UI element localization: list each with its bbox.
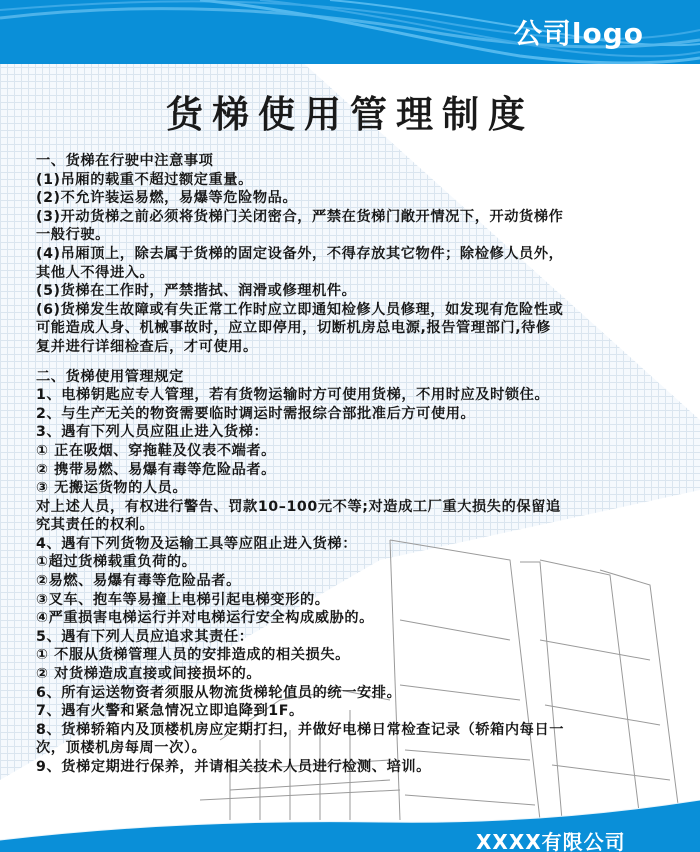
rule-line: ③叉车、抱车等易撞上电梯引起电梯变形的。	[36, 591, 330, 608]
rule-line: ①超过货梯载重负荷的。	[36, 554, 197, 571]
rule-line: (6)货梯发生故障或有失正常工作时应立即通知检修人员修理，如发现有危险性或	[36, 301, 564, 318]
rule-line: 4、遇有下列货物及运输工具等应阻止进入货梯：	[36, 535, 358, 552]
rule-line: 5、遇有下列人员应追求其责任：	[36, 628, 254, 645]
page-title: 货梯使用管理制度	[166, 93, 534, 136]
rule-line: 其他人不得进入。	[36, 264, 155, 281]
rule-line: ② 携带易燃、易爆有毒等危险品者。	[36, 461, 276, 478]
header-band	[0, 0, 700, 64]
rule-line: (2)不允许装运易燃，易爆等危险物品。	[36, 190, 298, 207]
rule-line: (5)货梯在工作时，严禁揩拭、润滑或修理机件。	[36, 283, 357, 300]
rule-line: ④严重损害电梯运行并对电梯运行安全构成威胁的。	[36, 610, 374, 627]
company-name: XXXX有限公司	[476, 830, 626, 852]
rule-line: 8、货梯轿箱内及顶楼机房应定期打扫，并做好电梯日常检查记录（轿箱内每日一	[36, 721, 565, 738]
rule-line: 究其责任的权利。	[36, 517, 155, 534]
rule-line: 对上述人员，有权进行警告、罚款10–100元不等;对造成工厂重大损失的保留追	[36, 498, 561, 515]
rule-line: 2、与生产无关的物资需要临时调运时需报综合部批准后方可使用。	[36, 405, 476, 422]
section-heading: 一、货梯在行驶中注意事项	[36, 153, 214, 169]
regulation-content	[36, 152, 676, 777]
rule-line: 1、电梯钥匙应专人管理，若有货物运输时方可使用货梯，不用时应及时锁住。	[36, 387, 550, 404]
rule-line: 次，顶楼机房每周一次）。	[36, 740, 207, 757]
rule-line: 可能造成人身、机械事故时，应立即停用，切断机房总电源,报告管理部门,待修	[36, 320, 551, 337]
rule-line: ① 正在吸烟、穿拖鞋及仪表不端者。	[36, 442, 276, 459]
rule-line: (1)吊厢的载重不超过额定重量。	[36, 171, 253, 188]
rule-line: 复并进行详细检查后，才可使用。	[36, 338, 258, 355]
rule-line: ③ 无搬运货物的人员。	[36, 480, 188, 497]
rule-line: 7、遇有火警和紧急情况立即追降到1F。	[36, 703, 304, 720]
rule-line: (4)吊厢顶上，除去属于货梯的固定设备外，不得存放其它物件；除检修人员外，	[36, 245, 564, 262]
rule-line: ② 对货梯造成直接或间接损坏的。	[36, 666, 262, 683]
rule-line: 一般行驶。	[36, 227, 110, 244]
rule-line: 3、遇有下列人员应阻止进入货梯：	[36, 424, 269, 441]
rule-line: ① 不服从货梯管理人员的安排造成的相关损失。	[36, 647, 350, 664]
section-spacer	[36, 357, 676, 368]
rule-line: 9、货梯定期进行保养，并请相关技术人员进行检测、培训。	[36, 759, 431, 775]
company-logo: 公司logo	[513, 17, 644, 50]
rule-line: ②易燃、易爆有毒等危险品者。	[36, 573, 241, 590]
rule-line: (3)开动货梯之前必须将货梯门关闭密合，严禁在货梯门敞开情况下，开动货梯作	[36, 208, 564, 225]
section-heading: 二、货梯使用管理规定	[36, 368, 184, 385]
rule-line: 6、所有运送物资者须服从物流货梯轮值员的统一安排。	[36, 684, 402, 701]
